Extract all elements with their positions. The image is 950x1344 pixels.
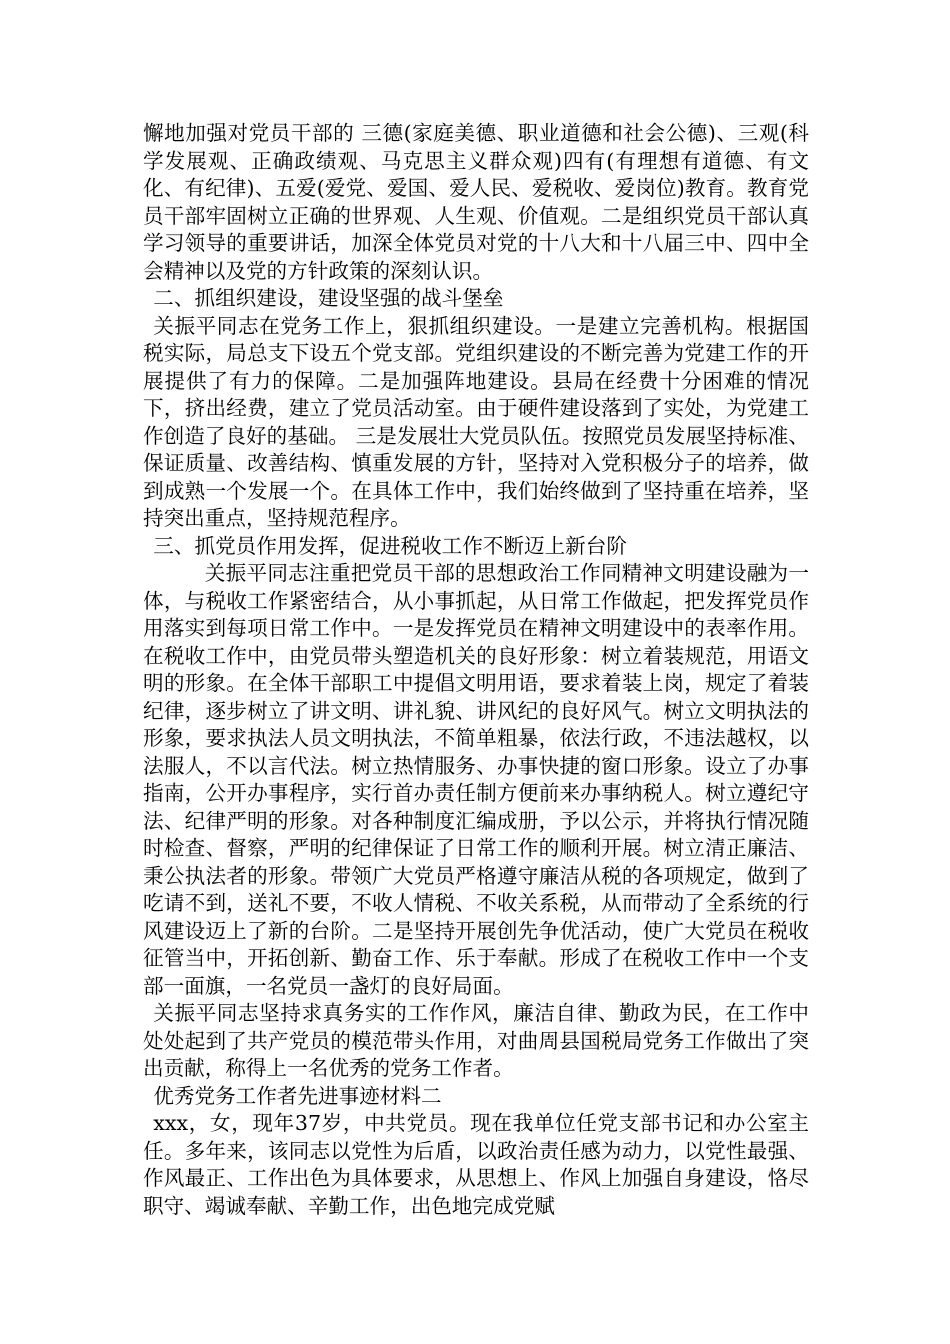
paragraph-3: 关振平同志注重把党员干部的思想政治工作同精神文明建设融为一体，与税收工作紧密结合，从小事抓起，从日常工作做起，把发挥党员作用落实到每项日常工作中。一是发挥党员在精神文明建设中的表率作用。在税收工作中，由党员带头塑造机关的良好形象：树立着装规范，用语文明的形象。在全体干部职工中提倡文明用语，要求着装上岗，规定了着装纪律，逐步树立了讲文明、讲礼貌、讲风纪的良好风气。树立文明执法的形象，要求执法人员文明执法，不简单粗暴，依法行政，不违法越权，以法服人，不以言代法。树立热情服务、办事快捷的窗口形象。设立了办事指南，公开办事程序，实行首办责任制方便前来办事纳税人。树立遵纪守法、纪律严明的形象。对各种制度汇编成册，予以公示，并将执行情况随时检查、督察，严明的纪律保证了日常工作的顺利开展。树立清正廉洁、秉公执法者的形象。带领广大党员严格遵守廉洁从税的各项规定，做到了吃请不到，送礼不要，不收人情税、不收关系税，从而带动了全系统的行风建设迈上了新的台阶。二是坚持开展创先争优活动，使广大党员在税收征管当中，开拓创新、勤奋工作、乐于奉献。形成了在税收工作中一个支部一面旗，一名党员一盏灯的良好局面。 bbox=[143, 561, 809, 998]
section-heading-3: 三、抓党员作用发挥，促进税收工作不断迈上新台阶 bbox=[153, 533, 627, 558]
paragraph-1: 懈地加强对党员干部的 三德(家庭美德、职业道德和社会公德)、三观(科学发展观、正确政绩观、马克思主义群众观)四有(有理想有道德、有文化、有纪律)、五爱(爱党、爱国、爱人民、爱税收、爱岗位)教育。教育党员干部牢固树立正确的世界观、人生观、价值观。二是组织党员干部认真学习领导的重要讲话，加深全体党员对党的十八大和十八届三中、四中全会精神以及党的方针政策的深刻认识。 bbox=[143, 121, 809, 283]
section-heading-4: 优秀党务工作者先进事迹材料二 bbox=[153, 1083, 442, 1108]
paragraph-2: 关振平同志在党务工作上，狠抓组织建设。一是建立完善机构。根据国税实际，局总支下设五个党支部。党组织建设的不断完善为党建工作的开展提供了有力的保障。二是加强阵地建设。县局在经费十分困难的情况下，挤出经费，建立了党员活动室。由于硬件建设落到了实处，为党建工作创造了良好的基础。 三是发展壮大党员队伍。按照党员发展坚持标准、保证质量、改善结构、慎重发展的方针，坚持对入党积极分子的培养，做到成熟一个发展一个。在具体工作中，我们始终做到了坚持重在培养，坚持突出重点，坚持规范程序。 bbox=[143, 313, 809, 530]
paragraph-4: 关振平同志坚持求真务实的工作作风，廉洁自律、勤政为民，在工作中处处起到了共产党员的模范带头作用，对曲周县国税局党务工作做出了突出贡献，称得上一名优秀的党务工作者。 bbox=[143, 1001, 809, 1080]
document-page bbox=[143, 120, 809, 1220]
paragraph-5: xxx，女，现年37岁，中共党员。现在我单位任党支部书记和办公室主任。多年来，该同志以党性为后盾，以政治责任感为动力，以党性最强、作风最正、工作出色为具体要求，从思想上、作风上加强自身建设，恪尽职守、竭诚奉献、辛勤工作，出色地完成党赋 bbox=[143, 1111, 809, 1218]
section-heading-2: 二、抓组织建设，建设坚强的战斗堡垒 bbox=[153, 286, 504, 310]
